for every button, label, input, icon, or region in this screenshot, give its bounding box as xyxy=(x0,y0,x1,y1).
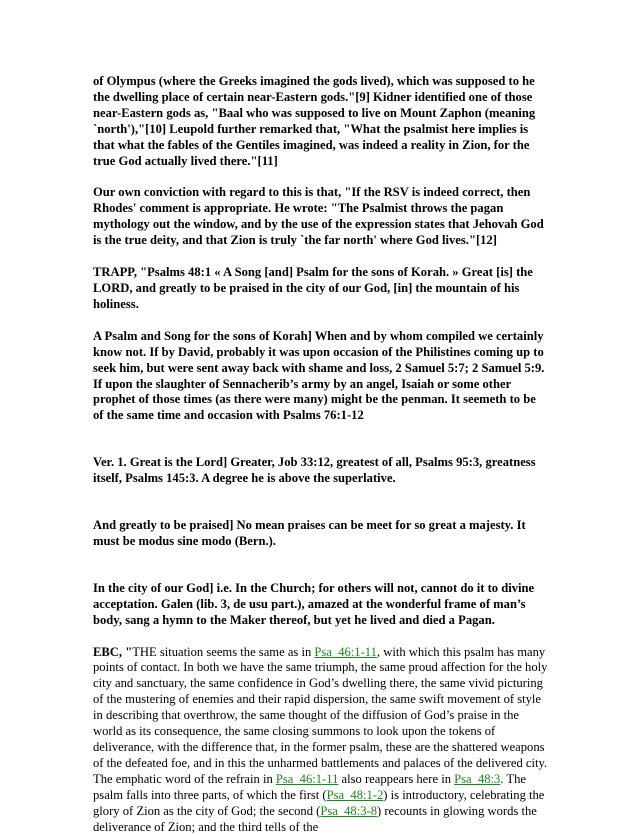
ebc-text: , with which this psalm has many points of contact. In both we have the same triumph, the same proud affection for the holy city and sanctuary, the same confidence in God’s dwelling there, the same vivid picturing of the mustering of enemies and their rapid dispersion, the same swift movement of style in describing that overthrow, the same thought of the diffusion of God’s praise in the world as its consequence, the same closing summons to look upon the tokens of deliverance, with the difference that, in the former psalm, these are the shattered weapons of the defeated foe, and in this the unharmed battlements and palaces of the delivered city. The emphatic word of the refrain in xyxy=(93,644,548,786)
paragraph-trapp: TRAPP, "Psalms 48:1 « A Song [and] Psalm for the sons of Korah. » Great [is] the LORD, and greatly to be praised in the city of our God, [in] the mountain of his holiness. xyxy=(93,265,533,311)
scripture-link[interactable]: Psa_48:1-2 xyxy=(326,787,384,802)
paragraph-kidner: of Olympus (where the Greeks imagined the gods lived), which was supposed to he the dwelling place of certain near-Eastern gods."[9] Kidner identified one of those near-Eastern gods as, "Baal who was supposed to live on Mount Zaphon (meaning `north'),"[10] Leupold further remarked that, "What the psalmist here implies is that what the fables of the Gentiles imagined, was indeed a reality in Zion, for the true God actually lived there."[11] xyxy=(93,74,536,168)
ebc-text: . The psalm falls into three parts, of which the first ( xyxy=(93,771,526,802)
ebc-text: ) is introductory, celebrating the glory of Zion as the city of God; the second ( xyxy=(93,787,545,818)
document-page xyxy=(93,74,549,835)
ebc-text: also reappears here in xyxy=(338,771,455,786)
ebc-text: THE situation seems the same as in xyxy=(132,644,315,659)
paragraph-city: In the city of our God] i.e. In the Church; for others will not, cannot do it to divine acceptation. Galen (lib. 3, de usu part.), amazed at the wonderful frame of man’s body, sang a hymn to the Maker thereof, but yet he lived and died a Pagan. xyxy=(93,580,535,627)
scripture-link[interactable]: Psa_48:3-8 xyxy=(320,803,378,818)
scripture-link[interactable]: Psa_46:1-11 xyxy=(314,644,377,659)
paragraph-praised: And greatly to be praised] No mean praises can be meet for so great a majesty. It must be modus sine modo (Bern.). xyxy=(93,518,526,548)
paragraph-verse-1: Ver. 1. Great is the Lord] Greater, Job 33:12, greatest of all, Psalms 95:3, greatness itself, Psalms 145:3. A degree he is above the superlative. xyxy=(93,455,536,486)
scripture-link[interactable]: Psa_48:3 xyxy=(454,771,501,786)
paragraph-korah: A Psalm and Song for the sons of Korah] When and by whom compiled we certainly know not. If by David, probably it was upon occasion of the Philistines coming up to seek him, but were sent away back with shame and loss, 2 Samuel 5:7; 2 Samuel 5:9. If upon the slaughter of Sennacherib’s army by an angel, Isaiah or some other prophet of those times (as there were many) might be the penman. It seemeth to be of the same time and occasion with Psalms 76:1-12 xyxy=(93,328,545,423)
paragraph-conviction: Our own conviction with regard to this is that, "If the RSV is indeed correct, then Rhodes' comment is appropriate. He wrote: "The Psalmist throws the pagan mythology out the window, and by the use of the expression states that Jehovah God is the true deity, and that Zion is truly `the far north' where God lives."[12] xyxy=(93,185,544,248)
paragraph-ebc xyxy=(93,645,549,835)
scripture-link[interactable]: Psa_46:1-11 xyxy=(275,771,339,786)
ebc-text: ) recounts in glowing words the deliverance of Zion; and the third tells of the xyxy=(93,803,537,834)
ebc-label: EBC, " xyxy=(93,644,133,659)
